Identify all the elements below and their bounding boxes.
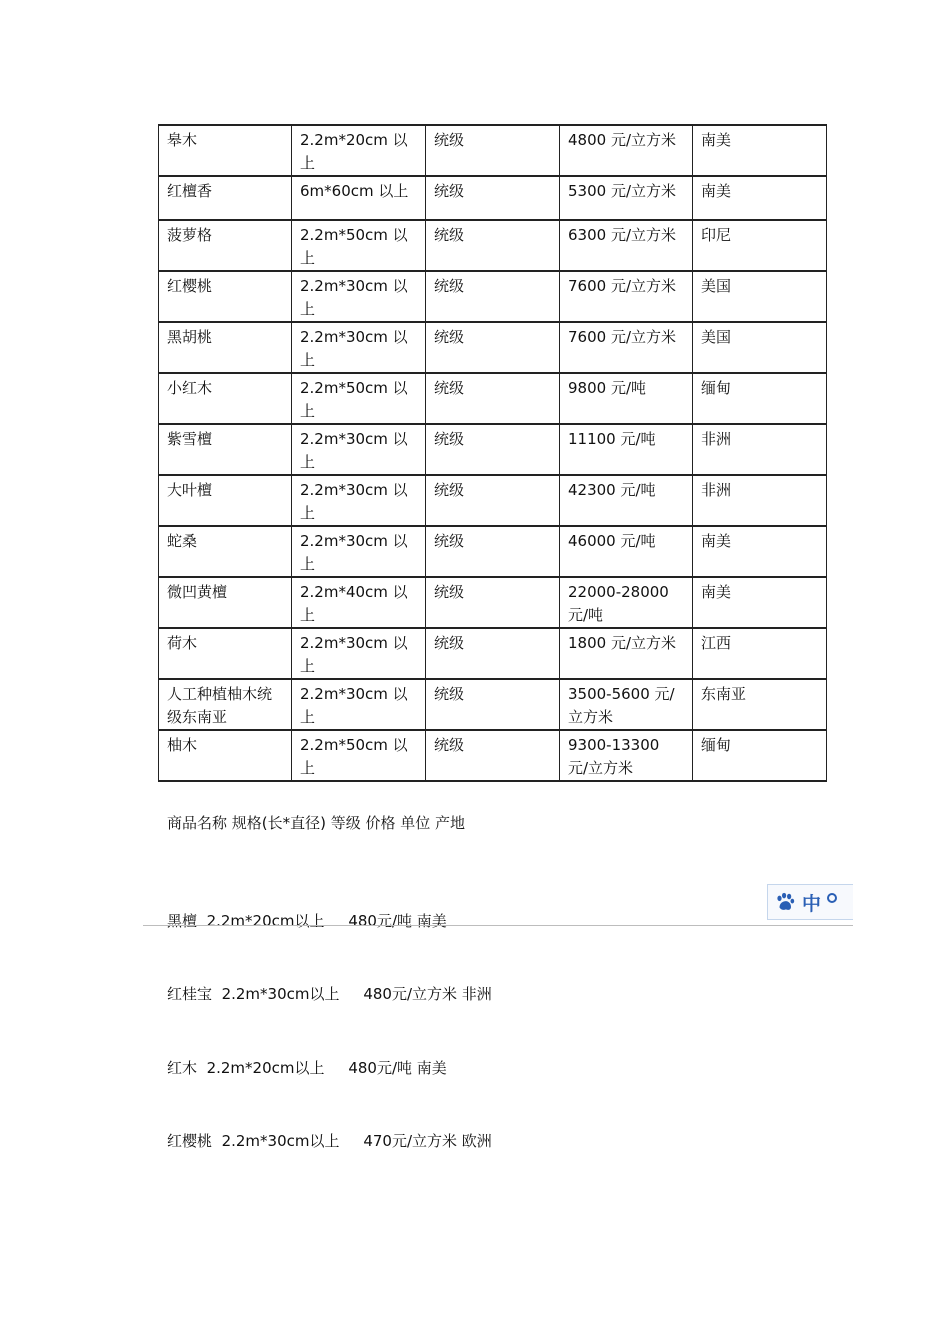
cell-spec: 2.2m*50cm 以上 [292, 220, 426, 271]
cell-grade: 统级 [426, 577, 560, 628]
cell-price: 1800 元/立方米 [560, 628, 693, 679]
cell-grade: 统级 [426, 220, 560, 271]
listing-line [167, 1129, 492, 1154]
listing-price: 480元/吨 [348, 1058, 413, 1077]
listing-price: 470元/立方米 [363, 1132, 458, 1150]
cell-grade: 统级 [426, 322, 560, 373]
cell-name: 菠萝格 [159, 220, 292, 271]
cell-spec: 2.2m*50cm 以上 [292, 730, 426, 781]
table-row [159, 271, 827, 322]
cell-origin: 南美 [693, 176, 827, 220]
table-row [159, 475, 827, 526]
table-row [159, 176, 827, 220]
cell-spec: 2.2m*40cm 以上 [292, 577, 426, 628]
cell-price: 22000-28000 元/吨 [560, 577, 693, 628]
cell-price: 3500-5600 元/立方米 [560, 679, 693, 730]
listing-name: 红桂宝 [167, 985, 213, 1003]
listing-line [167, 909, 492, 934]
table-row [159, 628, 827, 679]
cell-grade: 统级 [426, 679, 560, 730]
table-body [159, 125, 827, 781]
cell-name: 小红木 [159, 373, 292, 424]
cell-price: 9800 元/吨 [560, 373, 693, 424]
table-row [159, 322, 827, 373]
listing-origin: 非洲 [461, 985, 492, 1003]
cell-origin: 南美 [693, 577, 827, 628]
cell-spec: 2.2m*30cm 以上 [292, 526, 426, 577]
cell-origin: 东南亚 [693, 679, 827, 730]
ime-mode-toggle[interactable]: 中 [802, 892, 822, 915]
listing-spec: 2.2m*30cm以上 [221, 985, 340, 1003]
cell-name: 柚木 [159, 730, 292, 781]
cell-price: 11100 元/吨 [560, 424, 693, 475]
listing-name: 红木 [167, 1058, 198, 1077]
cell-name: 皋木 [159, 125, 292, 176]
horizontal-divider [143, 925, 853, 926]
ime-toolbar[interactable] [767, 884, 853, 920]
table-row [159, 424, 827, 475]
wood-price-table [158, 124, 827, 782]
listing-price: 480元/立方米 [363, 985, 458, 1003]
listing-origin: 欧洲 [461, 1132, 492, 1150]
cell-spec: 2.2m*50cm 以上 [292, 373, 426, 424]
cell-origin: 缅甸 [693, 373, 827, 424]
listing-spec: 2.2m*20cm以上 [206, 911, 325, 930]
cell-origin: 美国 [693, 271, 827, 322]
cell-spec: 2.2m*30cm 以上 [292, 679, 426, 730]
listing-line [167, 982, 492, 1007]
cell-price: 5300 元/立方米 [560, 176, 693, 220]
listing-origin: 南美 [416, 911, 447, 930]
cell-name: 大叶檀 [159, 475, 292, 526]
cell-spec: 2.2m*30cm 以上 [292, 475, 426, 526]
cell-origin: 美国 [693, 322, 827, 373]
table-row [159, 679, 827, 730]
cell-origin: 江西 [693, 628, 827, 679]
cell-grade: 统级 [426, 730, 560, 781]
cell-grade: 统级 [426, 271, 560, 322]
cell-spec: 2.2m*30cm 以上 [292, 628, 426, 679]
cell-origin: 印尼 [693, 220, 827, 271]
cell-price: 42300 元/吨 [560, 475, 693, 526]
cell-name: 紫雪檀 [159, 424, 292, 475]
cell-spec: 2.2m*20cm 以上 [292, 125, 426, 176]
table-row [159, 373, 827, 424]
cell-price: 4800 元/立方米 [560, 125, 693, 176]
cell-grade: 统级 [426, 424, 560, 475]
cell-spec: 2.2m*30cm 以上 [292, 271, 426, 322]
listing-line [167, 1056, 492, 1081]
cell-price: 7600 元/立方米 [560, 271, 693, 322]
cell-origin: 南美 [693, 526, 827, 577]
cell-name: 红檀香 [159, 176, 292, 220]
cell-name: 微凹黄檀 [159, 577, 292, 628]
listing-origin: 南美 [416, 1058, 447, 1077]
cell-name: 黑胡桃 [159, 322, 292, 373]
cell-price: 9300-13300 元/立方米 [560, 730, 693, 781]
plain-listing [167, 762, 492, 1178]
cell-grade: 统级 [426, 526, 560, 577]
listing-name: 黑檀 [167, 911, 198, 930]
listing-price: 480元/吨 [348, 911, 413, 930]
table-row [159, 220, 827, 271]
listing-spec: 2.2m*30cm以上 [221, 1132, 340, 1150]
cell-price: 7600 元/立方米 [560, 322, 693, 373]
cell-name: 红樱桃 [159, 271, 292, 322]
cell-price: 6300 元/立方米 [560, 220, 693, 271]
table-row [159, 125, 827, 176]
cell-origin: 非洲 [693, 424, 827, 475]
listing-spec: 2.2m*20cm以上 [206, 1058, 325, 1077]
cell-spec: 2.2m*30cm 以上 [292, 322, 426, 373]
punctuation-toggle-icon[interactable] [827, 893, 837, 903]
cell-grade: 统级 [426, 373, 560, 424]
cell-spec: 6m*60cm 以上 [292, 176, 426, 220]
cell-name: 荷木 [159, 628, 292, 679]
cell-origin: 非洲 [693, 475, 827, 526]
cell-grade: 统级 [426, 628, 560, 679]
cell-price: 46000 元/吨 [560, 526, 693, 577]
cell-grade: 统级 [426, 475, 560, 526]
cell-grade: 统级 [426, 125, 560, 176]
cell-spec: 2.2m*30cm 以上 [292, 424, 426, 475]
table-row [159, 577, 827, 628]
cell-name: 人工种植柚木统级东南亚 [159, 679, 292, 730]
listing-name: 红樱桃 [167, 1132, 213, 1150]
cell-grade: 统级 [426, 176, 560, 220]
paw-icon[interactable] [774, 891, 796, 913]
cell-origin: 南美 [693, 125, 827, 176]
cell-origin: 缅甸 [693, 730, 827, 781]
listing-header: 商品名称 规格(长*直径) 等级 价格 单位 产地 [167, 814, 466, 832]
table-row [159, 526, 827, 577]
cell-name: 蛇桑 [159, 526, 292, 577]
